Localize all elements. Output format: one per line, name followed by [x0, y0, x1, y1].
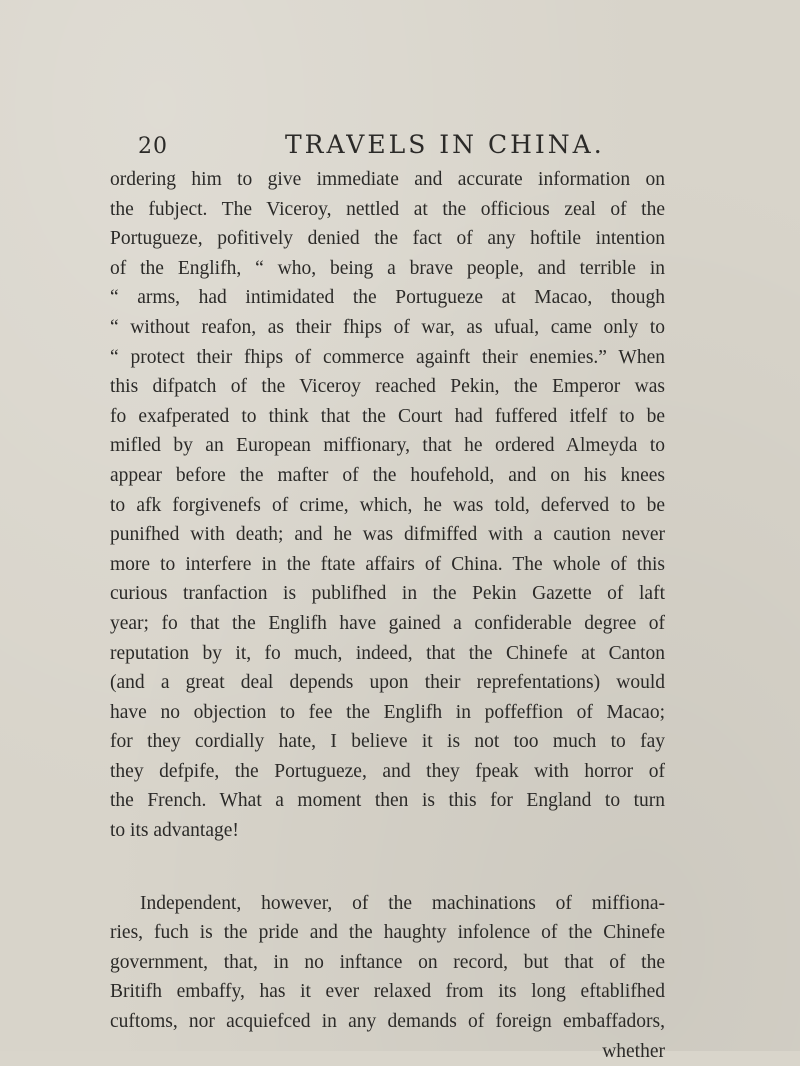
text-line: to its advantage! — [110, 820, 239, 842]
text-line: “ without reafon, as their fhips of war, as ufual, came only to — [110, 316, 665, 338]
text-line: to afk forgivenefs of crime, which, he was told, deferved to be — [110, 494, 665, 516]
text-line: Independent, however, of the machinations of miffiona- — [140, 892, 665, 914]
text-line: ordering him to give immediate and accurate information on — [110, 169, 665, 190]
text-line: of the Englifh, “ who, being a brave people, and terrible in — [110, 257, 665, 279]
paragraph-1 — [110, 165, 665, 846]
text-line: the fubject. The Viceroy, nettled at the officious zeal of the — [110, 198, 665, 220]
page-number: 20 — [138, 134, 168, 159]
text-line: government, that, in no inftance on record, but that of the — [110, 951, 665, 973]
text-line: (and a great deal depends upon their reprefentations) would — [110, 672, 665, 694]
text-line: for they cordially hate, I believe it is not too much to fay — [110, 731, 665, 753]
text-line: year; fo that the Englifh have gained a confiderable degree of — [110, 612, 665, 634]
text-line: appear before the mafter of the houfehold, and on his knees — [110, 464, 665, 486]
text-line: cuftoms, nor acquiefced in any demands of foreign embaffadors, — [110, 1011, 665, 1033]
text-line: mifled by an European miffionary, that he ordered Almeyda to — [110, 435, 665, 457]
text-line: “ arms, had intimidated the Portugueze at Macao, though — [110, 287, 665, 309]
page-header — [0, 130, 800, 170]
running-head: TRAVELS IN CHINA. — [285, 130, 605, 159]
paragraph-gap — [110, 846, 665, 889]
text-line: have no objection to fee the Englifh in poffeffion of Macao; — [110, 701, 665, 723]
text-line: fo exafperated to think that the Court had fuffered itfelf to be — [110, 405, 665, 427]
body-text — [110, 165, 665, 1066]
text-line: punifhed with death; and he was difmiffed with a caution never — [110, 524, 665, 546]
text-line: reputation by it, fo much, indeed, that the Chinefe at Canton — [110, 642, 665, 664]
text-line: the French. What a moment then is this for England to turn — [110, 790, 665, 812]
text-line: ries, fuch is the pride and the haughty infolence of the Chinefe — [110, 922, 665, 944]
paragraph-2 — [110, 889, 665, 1037]
text-line: more to interfere in the ftate affairs of China. The whole of this — [110, 553, 665, 575]
text-line: Portugueze, pofitively denied the fact of any hoftile intention — [110, 228, 665, 250]
text-line: Britifh embaffy, has it ever relaxed from its long eftablifhed — [110, 981, 665, 1003]
text-line: “ protect their fhips of commerce againft their enemies.” When — [110, 346, 665, 368]
text-line: they defpife, the Portugueze, and they fpeak with horror of — [110, 760, 665, 782]
text-line: curious tranfaction is publifhed in the Pekin Gazette of laft — [110, 583, 665, 605]
catchword: whether — [602, 1040, 665, 1062]
text-line: this difpatch of the Viceroy reached Pekin, the Emperor was — [110, 376, 665, 398]
